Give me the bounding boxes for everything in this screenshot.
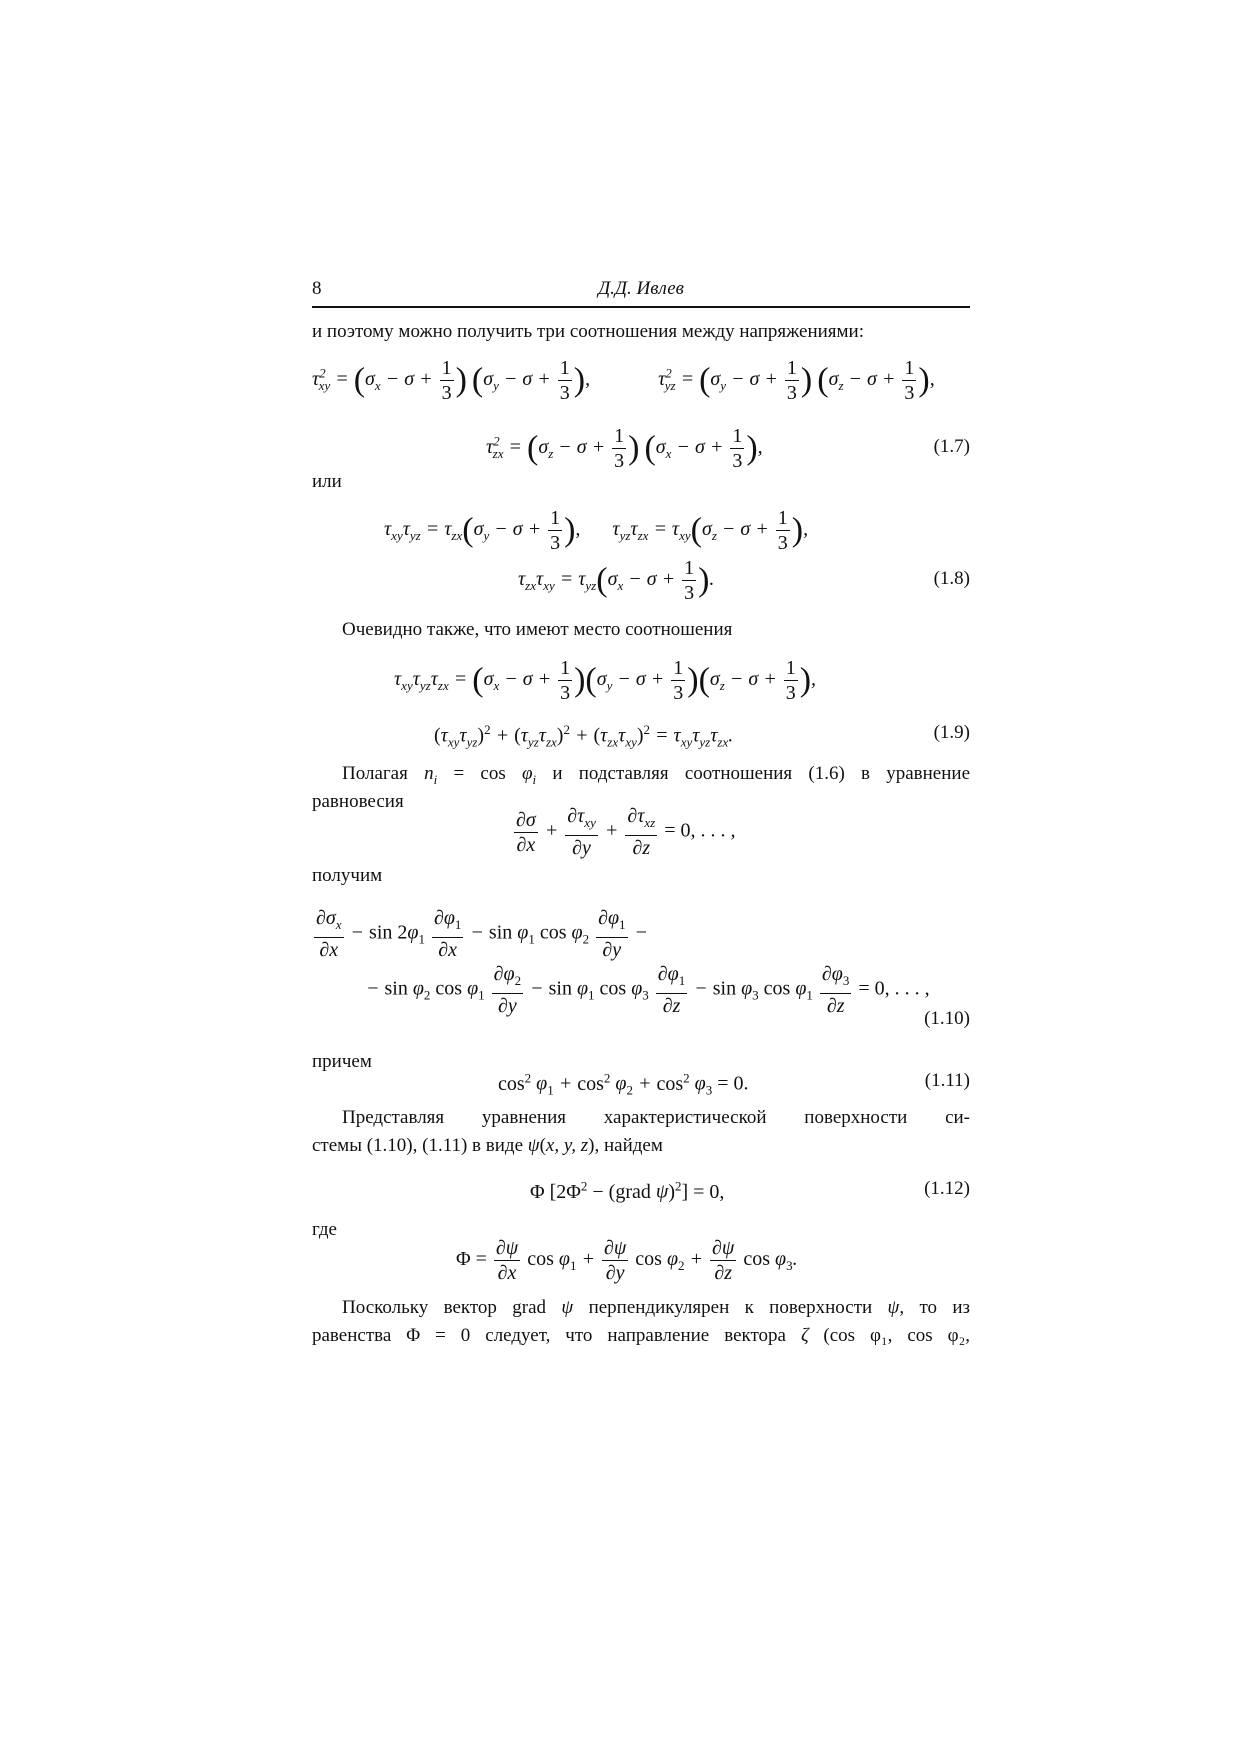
equation-number: (1.9)	[933, 722, 970, 743]
equation-1-10-line2: − $\sin \varphi_2$ $\cos \varphi_1$ $\frac{\partial\varphi_2}{\partial y}$ − $\sin \varphi_1$ $\cos \varphi_3$ $\frac{\partial\varphi_1}{\partial z}$ − $\sin \varphi_3$ $\cos \varphi_1$ $\frac{\partial\varphi_3}{\partial z}$ = 0, . . . ,	[366, 963, 930, 1017]
equation-1-12: Φ [$2\Phi^2$ − (grad ψ)$^2$] = 0,	[530, 1178, 725, 1203]
paragraph-equilibrium: равновесия	[312, 791, 404, 812]
equation-1-10-line1: $\frac{\partial\sigma_x}{\partial x}$ − $\sin 2\varphi_1$ $\frac{\partial\varphi_1}{\partial x}$ − $\sin \varphi_1$ $\cos \varphi_2$ $\frac{\partial\varphi_1}{\partial y}$ −	[316, 907, 649, 961]
equation-number: (1.7)	[933, 436, 970, 457]
paragraph-representing-cont: стемы (1.10), (1.11) в виде ψ(x, y, z), найдем	[312, 1135, 663, 1156]
paragraph-intro: и поэтому можно получить три соотношения между напряжениями:	[312, 321, 864, 342]
paragraph-wherein: причем	[312, 1051, 372, 1072]
page-number: 8	[312, 278, 322, 299]
paragraph-assuming: Полагая $n_i = \cos \varphi_i$ и подставляя соотношения (1.6) в уравнение	[342, 763, 970, 787]
phi-definition: Φ = $\frac{\partial\psi}{\partial x}$ $\cos \varphi_1$ + $\frac{\partial\psi}{\partial y}$ $\cos \varphi_2$ + $\frac{\partial\psi}{\partial z}$ $\cos \varphi_3$.	[456, 1237, 798, 1284]
running-header	[312, 278, 970, 308]
equation-1-7-line2: $\tau^2_{zx} = (\sigma_z - \sigma$ + $\frac{1}{3}$ ) ($\sigma_x - \sigma$ + $\frac{1}{3}$ ),	[486, 425, 763, 472]
equation-1-11: $\cos^2 \varphi_1 + \cos^2 \varphi_2 + \cos^2 \varphi_3 = 0$.	[498, 1070, 749, 1098]
equation-number: (1.8)	[933, 568, 970, 589]
equation-number: (1.12)	[924, 1178, 970, 1199]
equation-1-8-line2: $\tau_{zx}\tau_{xy} = \tau_{yz}(\sigma_x - \sigma$ + $\frac{1}{3}$ ).	[518, 557, 715, 604]
paragraph-representing: Представляя уравнения характеристической поверхности си-	[342, 1107, 970, 1128]
equation-number: (1.11)	[924, 1070, 970, 1091]
equation-1-8-line1: $\tau_{xy}\tau_{yz} = \tau_{zx}(\sigma_y - \sigma$ + $\frac{1}{3}$ ), $\tau_{yz}\tau_{zx} = \tau_{xy}(\sigma_z - \sigma$ + $\frac{1}{3}$ ),	[384, 507, 809, 554]
equilibrium-equation: $\frac{\partial\sigma}{\partial x}$ + $\frac{\partial\tau_{xy}}{\partial y}$ + $\frac{\partial\tau_{xz}}{\partial z}$ = 0, . . . ,	[516, 805, 736, 859]
paragraph-we-obtain: получим	[312, 865, 383, 886]
paragraph-where: где	[312, 1219, 337, 1240]
paragraph-or: или	[312, 471, 342, 492]
equation-1-7-line1: $\tau^2_{xy} = (\sigma_x - \sigma$ + $\frac{1}{3}$ ) ($\sigma_y - \sigma$ + $\frac{1}{3}$ ), $\tau^2_{yz} = (\sigma_y - \sigma$ + $\frac{1}{3}$ ) ($\sigma_z - \sigma$ + $\frac{1}{3}$ ),	[312, 357, 935, 404]
paragraph-obvious: Очевидно также, что имеют место соотношения	[342, 619, 733, 640]
running-author: Д.Д. Ивлев	[598, 278, 684, 299]
paragraph-since: Поскольку вектор grad ψ перпендикулярен к поверхности ψ, то из	[342, 1297, 971, 1318]
equation-1-9-line1: $\tau_{xy}\tau_{yz}\tau_{zx} = (\sigma_x - \sigma$ + $\frac{1}{3}$ )($\sigma_y - \sigma$ + $\frac{1}{3}$ )($\sigma_z - \sigma$ + $\frac{1}{3}$ ),	[394, 657, 817, 704]
paragraph-equality: равенства Φ = 0 следует, что направление вектора ζ⃗(cos φ₁, cos φ₂,	[312, 1325, 970, 1346]
equation-number: (1.10)	[924, 1008, 970, 1029]
equation-1-9-line2: $(\tau_{xy}\tau_{yz})^2 + (\tau_{yz}\tau_{zx})^2 + (\tau_{zx}\tau_{xy})^2 = \tau_{xy}\tau_{yz}\tau_{zx}$.	[434, 722, 734, 750]
